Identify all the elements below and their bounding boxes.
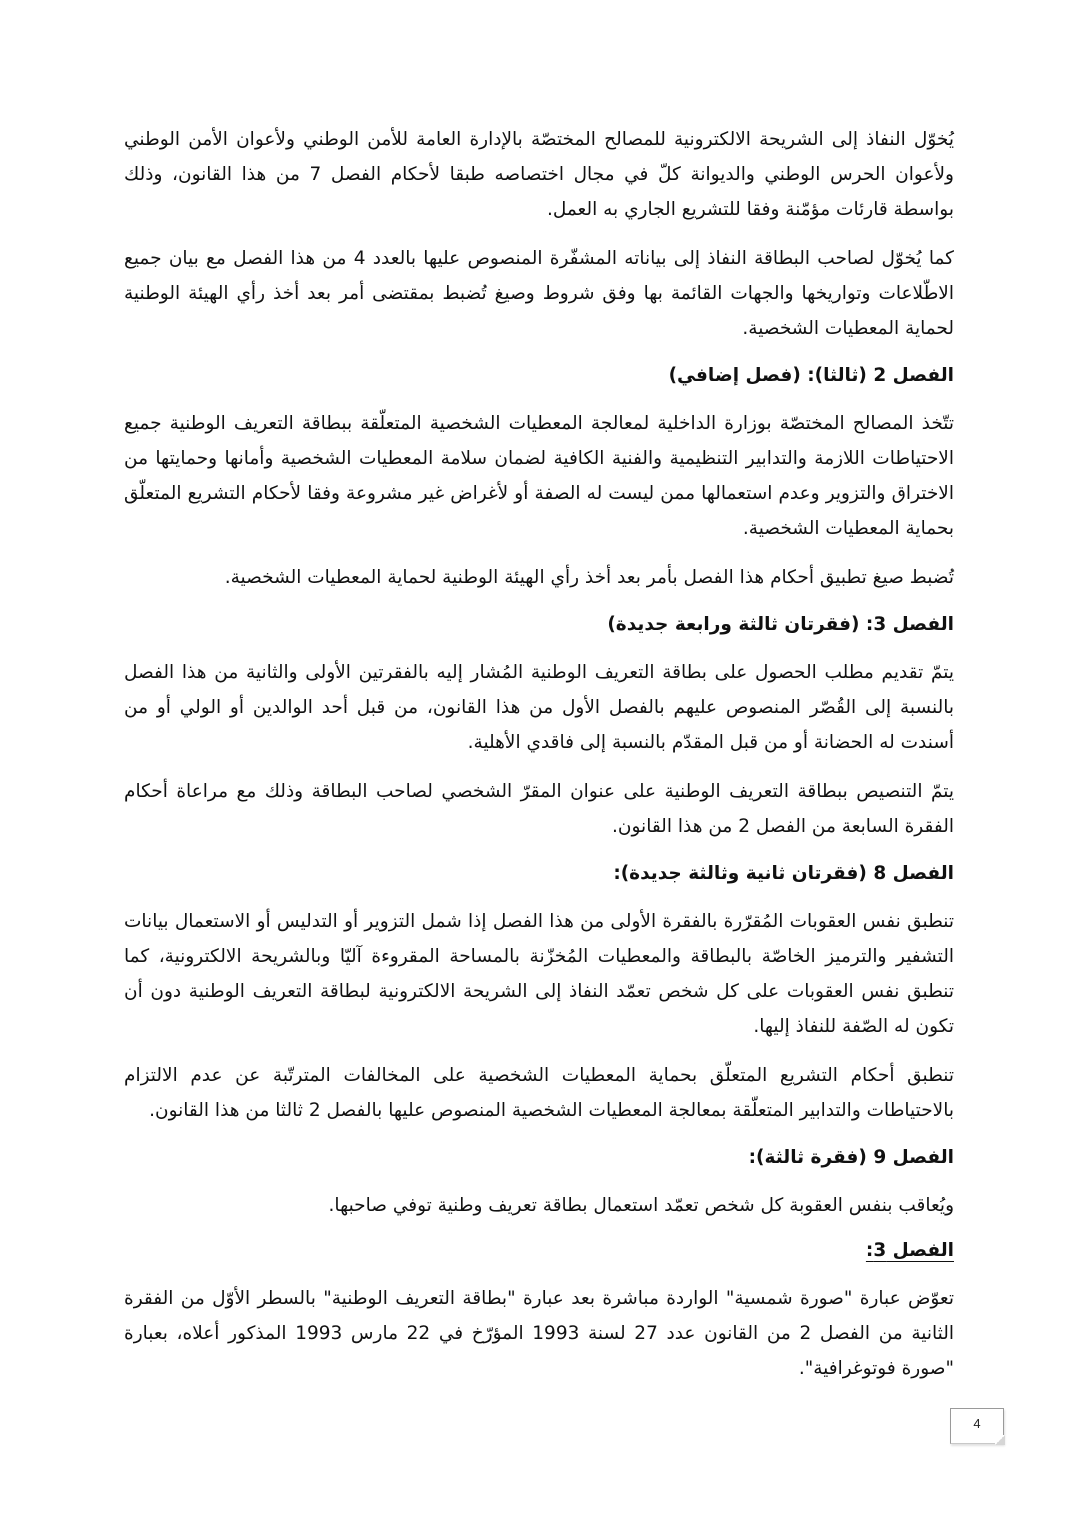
heading-article-3-new-paragraphs: الفصل 3: (فقرتان ثالثة ورابعة جديدة) (607, 614, 954, 635)
heading-article-9-third-paragraph: الفصل 9 (فقرة ثالثة): (748, 1147, 954, 1168)
paragraph-access-chip: يُخوّل النفاذ إلى الشريحة الالكترونية للمصالح المختصّة بالإدارة العامة للأمن الوطني ولأعوان الأمن الوطني ولأعوان الحرس الوطني والديوانة كلّ في مجال اختصاصه طبقا لأحكام الفصل 7 من هذا القانون، وذلك بواسطة قارئات مؤمّنة وفقا للتشريع الجاري به العمل. (124, 129, 954, 220)
paragraph-photo-term-replacement: تعوّض عبارة "صورة شمسية" الواردة مباشرة بعد عبارة "بطاقة التعريف الوطنية" بالسطر الأوّل من الفقرة الثانية من الفصل 2 من القانون عدد 27 لسنة 1993 المؤرّخ في 22 مارس 1993 المذكور أعلاه، بعبارة "صورة فوتوغرافية". (124, 1288, 954, 1379)
page-number-box (950, 1408, 1004, 1444)
paragraph-address-mention: يتمّ التنصيص ببطاقة التعريف الوطنية على عنوان المقرّ الشخصي لصاحب البطاقة وذلك مع مراعاة أحكام الفقرة السابعة من الفصل 2 من هذا القانون. (124, 781, 954, 837)
paragraph-violations-data-protection: تنطبق أحكام التشريع المتعلّق بحماية المعطيات الشخصية على المخالفات المترتّبة عن عدم الالتزام بالاحتياطات والتدابير المتعلّقة بمعالجة المعطيات الشخصية المنصوص عليها بالفصل 2 ثالثا من هذا القانون. (124, 1065, 954, 1121)
paragraph-penalties-forgery: تنطبق نفس العقوبات المُقرّرة بالفقرة الأولى من هذا الفصل إذا شمل التزوير أو التدليس أو الاستعمال بيانات التشفير والترميز الخاصّة بالبطاقة والمعطيات المُخزّنة بالمساحة المقروءة آليّا وبالشريحة الالكترونية، كما تنطبق نفس العقوبات على كل شخص تعمّد النفاذ إلى الشريحة الالكترونية لبطاقة التعريف الوطنية دون أن تكون له الصّفة للنفاذ إليها. (124, 911, 954, 1037)
heading-article-2-ter: الفصل 2 (ثالثا): (فصل إضافي) (668, 365, 954, 386)
paragraph-implementation-decree: تُضبط صيغ تطبيق أحكام هذا الفصل بأمر بعد أخذ رأي الهيئة الوطنية لحماية المعطيات الشخصية. (224, 567, 954, 588)
paragraph-holder-access: كما يُخوّل لصاحب البطاقة النفاذ إلى بياناته المشفّرة المنصوص عليها بالعدد 4 من هذا الفصل مع بيان جميع الاطّلاعات وتواريخها والجهات القائمة بها وفق شروط وصيغ تُضبط بمقتضى أمر بعد أخذ رأي الهيئة الوطنية لحماية المعطيات الشخصية. (124, 248, 954, 339)
document-body (124, 122, 954, 1400)
paragraph-deceased-card-use: ويُعاقب بنفس العقوبة كل شخص تعمّد استعمال بطاقة تعريف وطنية توفي صاحبها. (328, 1195, 954, 1216)
page-number: 4 (973, 1416, 981, 1431)
heading-article-3: الفصل 3: (865, 1240, 954, 1261)
paragraph-data-protection-measures: تتّخذ المصالح المختصّة بوزارة الداخلية لمعالجة المعطيات الشخصية المتعلّقة ببطاقة التعريف الوطنية جميع الاحتياطات اللازمة والتدابير التنظيمية والفنية الكافية لضمان سلامة المعطيات الشخصية وأمانها وحمايتها من الاختراق والتزوير وعدم استعمالها ممن ليست له الصفة أو لأغراض غير مشروعة وفقا لأحكام التشريع المتعلّق بحماية المعطيات الشخصية. (124, 413, 954, 539)
paragraph-minors-application: يتمّ تقديم مطلب الحصول على بطاقة التعريف الوطنية المُشار إليه بالفقرتين الأولى والثانية من هذا الفصل بالنسبة إلى القُصّر المنصوص عليهم بالفصل الأول من هذا القانون، من قبل أحد الوالدين أو الولي أو من أسندت له الحضانة أو من قبل المقدّم بالنسبة إلى فاقدي الأهلية. (124, 662, 954, 753)
heading-article-8-new-paragraphs: الفصل 8 (فقرتان ثانية وثالثة جديدة): (613, 863, 954, 884)
